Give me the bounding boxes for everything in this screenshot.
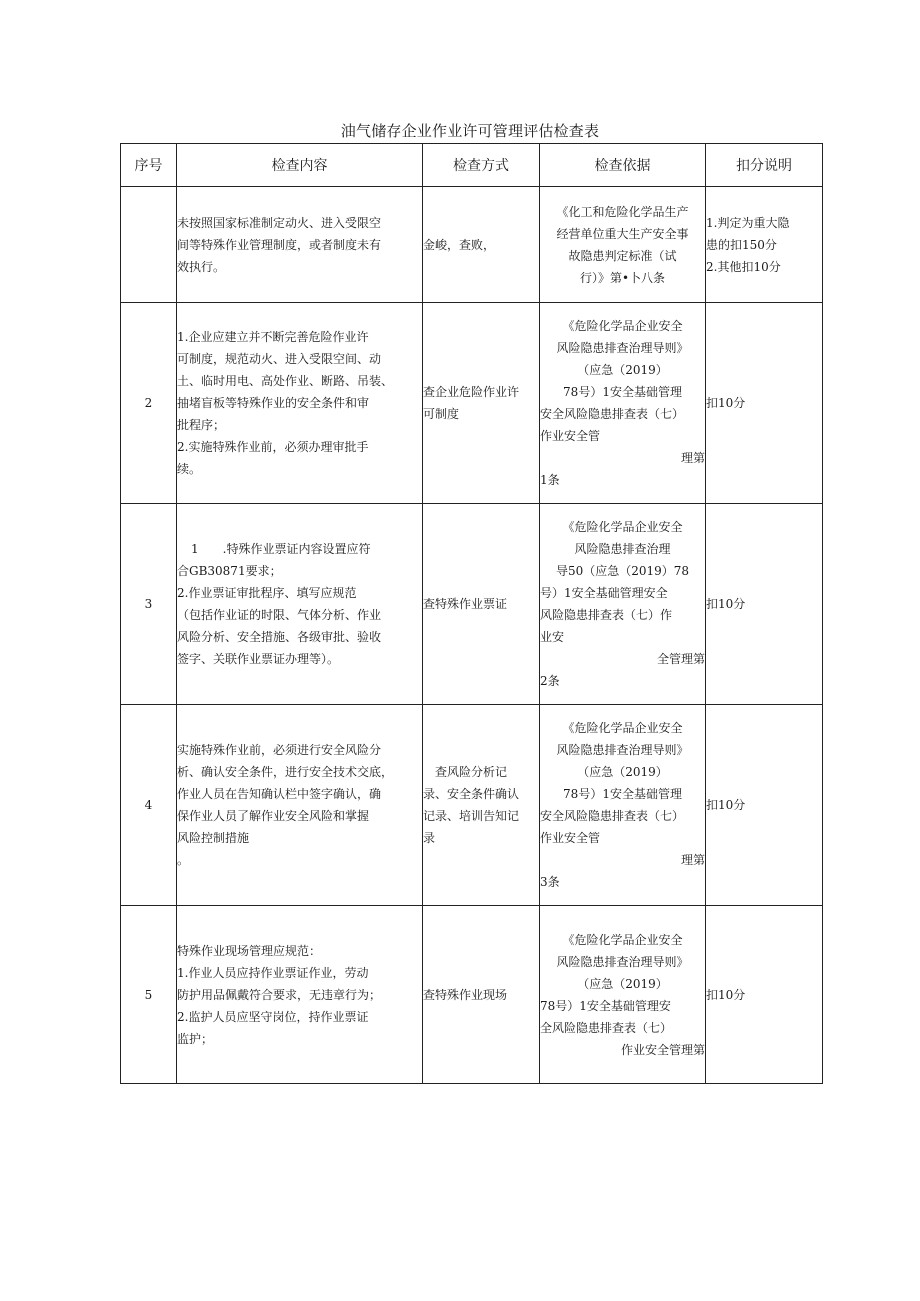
text-line: 作业人员在告知确认栏中签字确认，确 [177,787,382,801]
row-no: 3 [121,504,177,705]
header-row [121,144,823,187]
header-no: 序号 [121,144,177,187]
row-basis [540,303,706,504]
text-line: 2.其他扣10分 [706,259,781,274]
text-line: 查特殊作业票证 [423,597,508,611]
text-line: 续。 [177,462,202,476]
row-deduct [706,906,823,1084]
text-line: 全风险隐患排查表（七） [540,1020,673,1035]
text-line: 可制度 [423,407,460,421]
text-line: 1.作业人员应持作业票证作业，劳动 [177,965,369,980]
row-deduct [706,504,823,705]
text-line: 安全风险隐患排查表（七） [540,809,685,823]
row-basis [540,705,706,906]
text-line: 批程序； [177,418,226,432]
text-line: 间等特殊作业管理制度，或者制度未有 [177,237,382,252]
text-line: 查风险分析记 [435,765,508,779]
text-line: 导50（应急（2019）78 [555,564,690,578]
text-line: 作业安全管 [540,429,601,443]
row-basis [540,906,706,1084]
row-method [423,906,540,1084]
text-line: （包括作业证的时限、气体分析、作业 [177,608,382,622]
text-line: 风险隐患排查治理导则》 [556,954,689,969]
table-row [121,504,823,705]
text-line: 78号）1安全基础管理安 [540,998,671,1013]
text-line: 78号）1安全基础管理 [563,385,682,399]
row-content [177,906,423,1084]
row-deduct [706,187,823,303]
header-method: 检查方式 [423,144,540,187]
text-line: 经营单位重大生产安全事 [556,226,689,241]
text-line: 记录、培训告知记 [423,809,520,823]
row-no [121,187,177,303]
text-line: 全管理第 [656,652,705,666]
text-line: 2条 [540,674,560,688]
text-line: 查企业危险作业许 [423,385,520,399]
row-method [423,187,540,303]
text-line: 录、安全条件确认 [423,787,520,801]
text-line: 理第 [680,451,705,465]
text-line: 《危险化学品企业安全 [562,520,683,534]
table-row [121,303,823,504]
table-row [121,705,823,906]
text-line: 土、临时用电、高处作业、断路、吊装、 [177,374,394,388]
text-line: 患的扣150分 [706,237,777,252]
row-deduct [706,705,823,906]
row-content [177,705,423,906]
row-no: 4 [121,705,177,906]
text-line: 录 [423,831,436,845]
table-row [121,187,823,303]
text-line: 《危险化学品企业安全 [562,932,683,947]
text-line: 可制度，规范动火、进入受限空间、动 [177,352,382,366]
row-content [177,504,423,705]
row-method [423,504,540,705]
text-line: 业安 [540,630,565,644]
header-deduct: 扣分说明 [706,144,823,187]
text-line: 风险隐患排查表（七）作 [540,608,673,622]
text-line: 扣10分 [706,597,746,611]
text-line: 作业安全管理第 [620,1042,705,1057]
text-line: 签字、关联作业票证办理等）。 [177,652,340,666]
text-line: 风险分析、安全措施、各级审批、验收 [177,630,382,644]
text-line: 。 [177,853,190,867]
text-line: 查特殊作业现场 [423,987,508,1002]
text-line: 扣10分 [706,396,746,410]
text-line: 特殊作业现场管理应规范： [177,943,322,958]
table-row [121,906,823,1084]
text-line: 安全风险隐患排查表（七） [540,407,685,421]
row-method [423,705,540,906]
text-line: （应急（2019） [577,765,668,779]
text-line: 2.作业票证审批程序、填写应规范 [177,586,357,600]
text-line: 作业安全管 [540,831,601,845]
text-line: 号）1安全基础管理安全 [540,586,668,600]
text-line: 析、确认安全条件，进行安全技术交底， [177,765,394,779]
row-no: 2 [121,303,177,504]
text-line: 实施特殊作业前，必须进行安全风险分 [177,743,382,757]
text-line: （应急（2019） [577,363,668,377]
row-basis [540,504,706,705]
text-line: 风险隐患排查治理 [574,542,671,556]
text-line: 扣10分 [706,798,746,812]
text-line: 1.判定为重大隐 [706,215,790,230]
text-line: 《化工和危险化学品生产 [556,204,689,219]
text-line: 2.实施特殊作业前，必须办理审批手 [177,440,369,454]
text-line: 扣10分 [706,987,746,1002]
text-line: 风险隐患排查治理导则》 [556,341,689,355]
text-line: 防护用品佩戴符合要求，无违章行为； [177,987,382,1002]
row-content [177,303,423,504]
text-line: 抽堵盲板等特殊作业的安全条件和审 [177,396,370,410]
text-line: 1 .特殊作业票证内容设置应符 [191,542,371,556]
text-line: 1条 [540,473,560,487]
text-line: （应急（2019） [577,976,668,991]
document-title: 油气储存企业作业许可管理评估检查表 [340,122,600,140]
row-basis [540,187,706,303]
text-line: 风险控制措施 [177,831,250,845]
text-line: 1.企业应建立并不断完善危险作业许 [177,330,369,344]
text-line: 行）》第•卜八条 [579,270,666,285]
text-line: 监护； [177,1031,214,1046]
text-line: 故隐患判定标准（试 [568,248,677,263]
text-line: 保作业人员了解作业安全风险和掌握 [177,809,370,823]
text-line: 《危险化学品企业安全 [562,319,683,333]
header-content: 检查内容 [177,144,423,187]
text-line: 效执行。 [177,259,226,274]
text-line: 未按照国家标准制定动火、进入受限空 [177,215,382,230]
text-line: 78号）1安全基础管理 [563,787,682,801]
row-deduct [706,303,823,504]
row-content [177,187,423,303]
text-line: 2.监护人员应坚守岗位，持作业票证 [177,1009,369,1024]
text-line: 金峻，查败， [423,237,496,252]
text-line: 风险隐患排查治理导则》 [556,743,689,757]
row-method [423,303,540,504]
row-no: 5 [121,906,177,1084]
text-line: 合GB30871要求； [177,564,282,578]
text-line: 《危险化学品企业安全 [562,721,683,735]
text-line: 理第 [680,853,705,867]
text-line: 3条 [540,875,560,889]
checklist-table [120,143,823,1084]
header-basis: 检查依据 [540,144,706,187]
